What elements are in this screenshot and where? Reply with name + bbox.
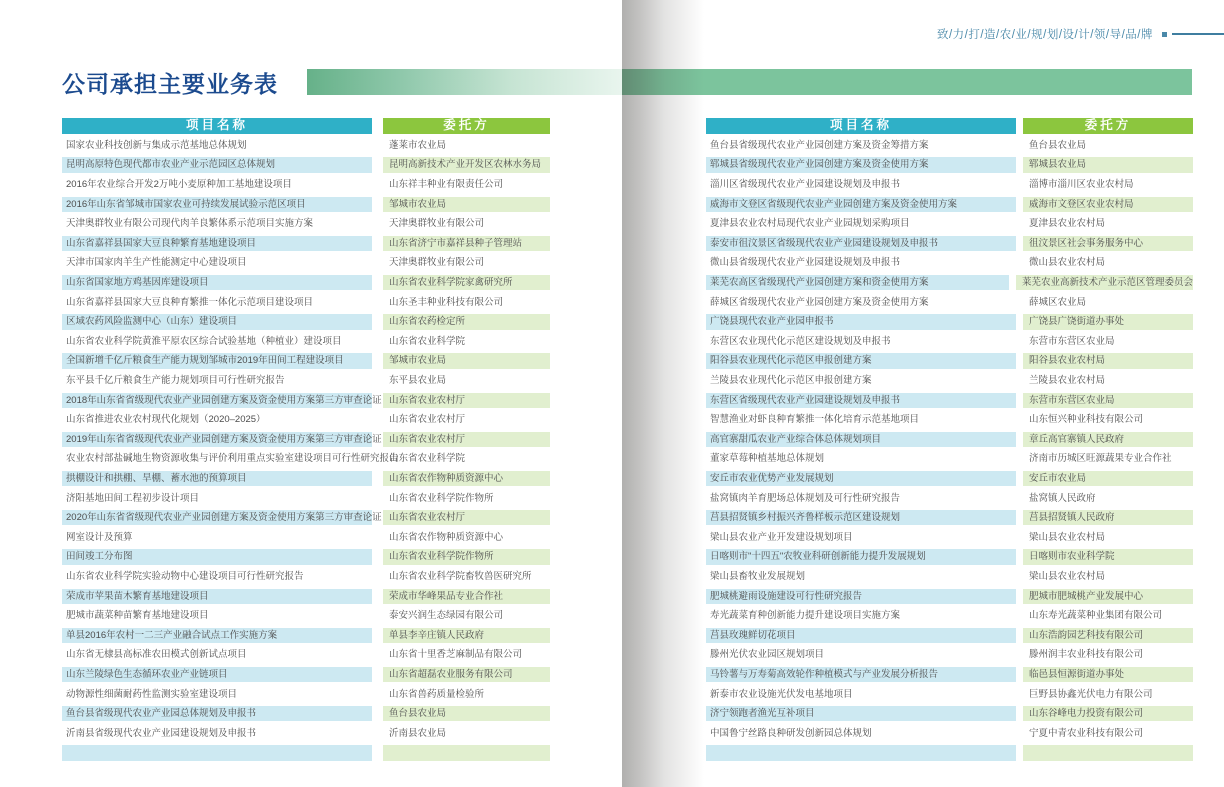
table-row — [706, 393, 1193, 408]
project-cell: 夏津县农业农村局现代农业产业园规划采购项目 — [710, 218, 910, 230]
client-cell: 山东省超磊农业服务有限公司 — [383, 667, 550, 682]
column-gap — [1016, 197, 1023, 212]
client-cell: 淄博市淄川区农业农村局 — [1029, 179, 1134, 191]
column-gap — [1016, 138, 1023, 153]
project-cell: 莱芜农高区省级现代产业园创建方案和资金使用方案 — [706, 275, 1009, 290]
project-name-header: 项目名称 — [62, 118, 372, 134]
table-row — [62, 706, 550, 721]
table-row — [62, 432, 550, 447]
client-cell: 山东省农业农村厅 — [383, 510, 550, 525]
table-row — [62, 393, 550, 408]
table-row — [706, 647, 1193, 662]
column-gap — [372, 432, 383, 447]
table-row — [706, 706, 1193, 721]
client-cell: 山东省农业农村厅 — [383, 432, 550, 447]
column-gap — [1016, 589, 1023, 604]
project-cell: 滕州光伏农业园区规划项目 — [710, 649, 825, 661]
table-row — [62, 491, 550, 506]
project-cell: 盐窝镇肉羊育肥场总体规划及可行性研究报告 — [710, 492, 901, 504]
client-cell: 梁山县农业农村局 — [1029, 531, 1106, 543]
client-cell: 天津奥群牧业有限公司 — [389, 257, 485, 269]
client-cell: 威海市文登区农业农村局 — [1023, 197, 1193, 212]
table-row — [706, 667, 1193, 682]
client-cell: 鱼台县农业局 — [1029, 139, 1087, 151]
column-gap — [372, 451, 383, 466]
column-gap — [372, 471, 383, 486]
table-row — [706, 432, 1193, 447]
client-cell: 山东省农作物种质资源中心 — [389, 531, 504, 543]
column-gap — [1016, 255, 1023, 270]
column-gap — [372, 412, 383, 427]
client-cell: 薛城区农业局 — [1029, 296, 1087, 308]
page-fold-shadow — [622, 0, 704, 787]
client-cell — [1023, 745, 1193, 760]
client-cell: 邹城市农业局 — [383, 197, 550, 212]
column-gap — [1016, 628, 1023, 643]
table-row — [706, 197, 1193, 212]
client-cell: 沂南县农业局 — [389, 727, 447, 739]
column-gap — [1016, 334, 1023, 349]
project-cell: 拱棚设计和拱棚、旱棚、蓄水池的预算项目 — [62, 471, 372, 486]
client-cell: 东营市东营区农业局 — [1023, 393, 1193, 408]
table-row — [706, 275, 1193, 290]
client-cell — [383, 745, 550, 760]
project-cell: 农业农村部盐碱地生物资源收集与评价利用重点实验室建设项目可行性研究报告 — [66, 453, 399, 465]
project-cell: 东营区农业现代化示范区建设规划及申报书 — [710, 335, 891, 347]
client-cell: 山东浩韵园艺科技有限公司 — [1023, 628, 1193, 643]
table-row — [62, 353, 550, 368]
project-cell: 寿光蔬菜育种创新能力提升建设项目实施方案 — [710, 610, 901, 622]
column-gap — [372, 549, 383, 564]
title-accent-bar-right — [622, 69, 1192, 95]
client-cell: 山东谷峰电力投资有限公司 — [1023, 706, 1193, 721]
table-row — [62, 608, 550, 623]
client-cell: 山东省农业科学院 — [389, 453, 466, 465]
client-cell: 东平县农业局 — [389, 375, 447, 387]
table-row — [706, 216, 1193, 231]
project-cell: 东营区省级现代农业产业园建设规划及申报书 — [706, 393, 1016, 408]
table-row — [62, 295, 550, 310]
project-cell: 山东省国家地方鸡基因库建设项目 — [62, 275, 372, 290]
client-cell: 广饶县广饶街道办事处 — [1023, 314, 1193, 329]
client-cell: 兰陵县农业农村局 — [1029, 375, 1106, 387]
table-row — [706, 530, 1193, 545]
tagline-text: 致/力/打/造/农/业/规/划/设/计/领/导/品/牌 — [936, 29, 1153, 41]
project-cell: 东平县千亿斤粮食生产能力规划项目可行性研究报告 — [66, 375, 285, 387]
project-cell: 山东省推进农业农村现代化规划（2020–2025） — [66, 414, 266, 426]
project-cell: 肥城市蔬菜种苗繁育基地建设项目 — [66, 610, 209, 622]
table-row — [706, 255, 1193, 270]
table-row — [706, 687, 1193, 702]
project-cell: 中国鲁宁丝路良种研发创新园总体规划 — [710, 727, 872, 739]
client-cell: 邹城市农业局 — [383, 353, 550, 368]
client-cell: 山东省农业科学院畜牧兽医研究所 — [389, 570, 532, 582]
table-row — [706, 177, 1193, 192]
client-cell: 山东省农业科学院作物所 — [383, 549, 550, 564]
column-gap — [1016, 569, 1023, 584]
table-row — [706, 236, 1193, 251]
column-gap — [1016, 687, 1023, 702]
table-row — [62, 530, 550, 545]
column-gap — [1016, 177, 1023, 192]
column-gap — [1016, 216, 1023, 231]
project-cell: 鱼台县省级现代农业产业园总体规划及申报书 — [62, 706, 372, 721]
column-gap — [372, 216, 383, 231]
project-cell: 山东省农业科学院黄淮平原农区综合试验基地（种植业）建设项目 — [66, 335, 342, 347]
table-row — [62, 726, 550, 741]
client-cell: 山东省农业农村厅 — [389, 414, 466, 426]
column-gap — [1009, 275, 1016, 290]
column-gap — [372, 608, 383, 623]
business-table-left — [62, 118, 550, 765]
client-cell: 山东寿光蔬菜种业集团有限公司 — [1029, 610, 1163, 622]
column-gap — [372, 118, 383, 134]
column-gap — [1016, 157, 1023, 172]
column-gap — [372, 138, 383, 153]
project-cell — [62, 745, 372, 760]
column-gap — [372, 373, 383, 388]
project-cell: 2020年山东省省级现代农业产业园创建方案及资金使用方案第三方审查论证 — [62, 510, 372, 525]
table-row — [62, 628, 550, 643]
client-cell: 日喀则市农业科学院 — [1023, 549, 1193, 564]
client-cell: 昆明高新技术产业开发区农林水务局 — [383, 157, 550, 172]
client-cell: 山东省农业科学院家禽研究所 — [383, 275, 550, 290]
table-row — [62, 216, 550, 231]
column-gap — [1016, 314, 1023, 329]
table-row — [706, 569, 1193, 584]
client-cell: 安丘市农业局 — [1023, 471, 1193, 486]
tagline-square-icon — [1162, 32, 1167, 37]
column-gap — [372, 491, 383, 506]
project-cell: 马铃薯与万寿菊高效轮作种植模式与产业发展分析报告 — [706, 667, 1016, 682]
table-row — [706, 589, 1193, 604]
client-cell: 莱芜农业高新技术产业示范区管理委员会 — [1016, 275, 1193, 290]
column-gap — [1016, 530, 1023, 545]
column-gap — [372, 628, 383, 643]
client-cell: 山东祥丰种业有限责任公司 — [389, 179, 504, 191]
table-row — [706, 628, 1193, 643]
project-cell: 山东省无棣县高标准农田模式创新试点项目 — [66, 649, 247, 661]
table-header-row — [706, 118, 1193, 134]
column-gap — [1016, 432, 1023, 447]
column-gap — [1016, 236, 1023, 251]
column-gap — [1016, 745, 1023, 760]
project-cell: 2019年山东省省级现代农业产业园创建方案及资金使用方案第三方审查论证 — [62, 432, 372, 447]
project-cell: 山东省嘉祥县国家大豆良种育繁推一体化示范项目建设项目 — [66, 296, 314, 308]
column-gap — [372, 589, 383, 604]
client-cell: 山东省济宁市嘉祥县种子管理站 — [383, 236, 550, 251]
column-gap — [372, 314, 383, 329]
project-cell: 济宁领跑者渔光互补项目 — [706, 706, 1016, 721]
client-cell: 肥城市肥城桃产业发展中心 — [1023, 589, 1193, 604]
project-cell: 2018年山东省省级现代农业产业园创建方案及资金使用方案第三方审查论证 — [62, 393, 372, 408]
table-row — [706, 471, 1193, 486]
project-cell: 动物源性细菌耐药性监测实验室建设项目 — [66, 688, 238, 700]
tagline-rule — [1172, 33, 1224, 35]
column-gap — [372, 353, 383, 368]
column-gap — [372, 687, 383, 702]
project-cell: 区域农药风险监测中心（山东）建设项目 — [62, 314, 372, 329]
client-cell: 泰安兴润生态绿园有限公司 — [389, 610, 504, 622]
table-row — [706, 314, 1193, 329]
column-gap — [372, 275, 383, 290]
project-cell: 荣成市苹果苗木繁育基地建设项目 — [62, 589, 372, 604]
column-gap — [1016, 667, 1023, 682]
client-cell: 鱼台县农业局 — [383, 706, 550, 721]
project-cell: 全国新增千亿斤粮食生产能力规划邹城市2019年田间工程建设项目 — [62, 353, 372, 368]
table-row — [62, 334, 550, 349]
client-cell: 山东恒兴种业科技有限公司 — [1029, 414, 1144, 426]
client-cell: 济南市历城区旺源蔬果专业合作社 — [1029, 453, 1172, 465]
project-cell: 梁山县畜牧业发展规划 — [710, 570, 806, 582]
project-cell: 国家农业科技创新与集成示范基地总体规划 — [66, 139, 247, 151]
table-row — [62, 197, 550, 212]
client-cell: 单县李辛庄镇人民政府 — [383, 628, 550, 643]
table-row — [706, 412, 1193, 427]
table-row — [62, 255, 550, 270]
project-cell: 肥城桃避雨设施建设可行性研究报告 — [706, 589, 1016, 604]
column-gap — [1016, 549, 1023, 564]
project-cell: 阳谷县农业现代化示范区申报创建方案 — [706, 353, 1016, 368]
client-cell: 山东省农业科学院作物所 — [389, 492, 494, 504]
column-gap — [372, 745, 383, 760]
project-cell: 济阳基地田间工程初步设计项目 — [66, 492, 200, 504]
project-cell: 天津市国家肉羊生产性能测定中心建设项目 — [66, 257, 247, 269]
project-cell: 山东兰陵绿色生态循环农业产业链项目 — [62, 667, 372, 682]
client-cell: 山东省兽药质量检验所 — [389, 688, 485, 700]
table-row — [706, 138, 1193, 153]
project-cell: 高官寨甜瓜农业产业综合体总体规划项目 — [706, 432, 1016, 447]
project-cell: 昆明高原特色现代都市农业产业示范园区总体规划 — [62, 157, 372, 172]
project-cell: 日喀则市"十四五"农牧业科研创新能力提升发展规划 — [706, 549, 1016, 564]
column-gap — [372, 197, 383, 212]
client-cell: 巨野县协鑫光伏电力有限公司 — [1029, 688, 1153, 700]
table-row — [62, 569, 550, 584]
column-gap — [1016, 353, 1023, 368]
project-cell: 2016年农业综合开发2万吨小麦原种加工基地建设项目 — [66, 179, 292, 191]
project-cell: 薛城区省级现代农业产业园创建方案及资金使用方案 — [710, 296, 929, 308]
table-row — [706, 491, 1193, 506]
project-cell: 沂南县省级现代农业产业园建设规划及申报书 — [66, 727, 257, 739]
client-cell: 山东省农业科学院 — [389, 335, 466, 347]
table-row — [706, 157, 1193, 172]
client-cell: 阳谷县农业农村局 — [1023, 353, 1193, 368]
table-row — [62, 157, 550, 172]
project-cell: 广饶县现代农业产业园申报书 — [706, 314, 1016, 329]
client-header: 委托方 — [1023, 118, 1193, 134]
client-header: 委托方 — [383, 118, 550, 134]
table-row — [62, 314, 550, 329]
client-cell: 郓城县农业局 — [1023, 157, 1193, 172]
column-gap — [1016, 608, 1023, 623]
table-row — [706, 510, 1193, 525]
project-cell: 单县2016年农村一二三产业融合试点工作实施方案 — [62, 628, 372, 643]
client-cell: 徂汶景区社会事务服务中心 — [1023, 236, 1193, 251]
project-cell: 兰陵县农业现代化示范区申报创建方案 — [710, 375, 872, 387]
table-row — [62, 275, 550, 290]
client-cell: 临邑县恒源街道办事处 — [1023, 667, 1193, 682]
table-row — [62, 471, 550, 486]
page-title: 公司承担主要业务表 — [62, 71, 278, 97]
project-cell: 莒县招贤镇乡村振兴齐鲁样板示范区建设规划 — [706, 510, 1016, 525]
client-cell: 莒县招贤镇人民政府 — [1023, 510, 1193, 525]
table-row — [62, 647, 550, 662]
table-header-row — [62, 118, 550, 134]
client-cell: 东营市东营区农业局 — [1029, 335, 1115, 347]
project-cell: 泰安市徂汶景区省级现代农业产业园建设规划及申报书 — [706, 236, 1016, 251]
client-cell: 夏津县农业农村局 — [1029, 218, 1106, 230]
table-row — [62, 589, 550, 604]
table-row — [62, 687, 550, 702]
table-row — [706, 353, 1193, 368]
client-cell: 山东省农作物种质资源中心 — [383, 471, 550, 486]
column-gap — [372, 510, 383, 525]
project-cell: 田间竣工分布图 — [62, 549, 372, 564]
project-cell: 鱼台县省级现代农业产业园创建方案及资金筹措方案 — [710, 139, 929, 151]
table-row — [62, 236, 550, 251]
column-gap — [1016, 412, 1023, 427]
table-row — [706, 373, 1193, 388]
client-cell: 蓬莱市农业局 — [389, 139, 447, 151]
column-gap — [372, 667, 383, 682]
column-gap — [1016, 706, 1023, 721]
table-row — [62, 138, 550, 153]
column-gap — [1016, 726, 1023, 741]
column-gap — [1016, 647, 1023, 662]
client-cell: 宁夏中青农业科技有限公司 — [1029, 727, 1144, 739]
table-row — [706, 608, 1193, 623]
table-row — [706, 451, 1193, 466]
project-cell: 山东省嘉祥县国家大豆良种繁育基地建设项目 — [62, 236, 372, 251]
project-cell: 梁山县农业产业开发建设规划项目 — [710, 531, 853, 543]
column-gap — [372, 647, 383, 662]
table-row — [62, 667, 550, 682]
table-row — [62, 373, 550, 388]
column-gap — [1016, 295, 1023, 310]
client-cell: 山东省农业农村厅 — [383, 393, 550, 408]
table-row — [62, 451, 550, 466]
project-cell: 威海市文登区省级现代农业产业园创建方案及资金使用方案 — [706, 197, 1016, 212]
project-cell: 网室设计及预算 — [66, 531, 133, 543]
table-row — [706, 295, 1193, 310]
project-cell: 郓城县省级现代农业产业园创建方案及资金使用方案 — [706, 157, 1016, 172]
column-gap — [372, 530, 383, 545]
column-gap — [372, 295, 383, 310]
column-gap — [372, 569, 383, 584]
table-row — [706, 745, 1193, 760]
project-cell: 莒县玫瑰鲜切花项目 — [706, 628, 1016, 643]
column-gap — [1016, 451, 1023, 466]
table-row — [62, 177, 550, 192]
column-gap — [372, 157, 383, 172]
tagline-block — [937, 26, 1224, 42]
business-table-right — [706, 118, 1193, 765]
project-cell: 天津奥群牧业有限公司现代肉羊良繁体系示范项目实施方案 — [66, 218, 314, 230]
table-row — [62, 412, 550, 427]
column-gap — [372, 726, 383, 741]
table-row — [62, 510, 550, 525]
table-row — [62, 549, 550, 564]
project-name-header: 项目名称 — [706, 118, 1016, 134]
column-gap — [1016, 393, 1023, 408]
project-cell: 2016年山东省邹城市国家农业可持续发展试验示范区项目 — [62, 197, 372, 212]
project-cell: 董家草莓种植基地总体规划 — [710, 453, 825, 465]
column-gap — [1016, 491, 1023, 506]
project-cell: 安丘市农业优势产业发展规划 — [706, 471, 1016, 486]
project-cell: 智慧渔业对虾良种育繁推一体化培育示范基地项目 — [710, 414, 920, 426]
title-accent-bar-left — [307, 69, 622, 95]
table-row — [706, 334, 1193, 349]
column-gap — [1016, 118, 1023, 134]
column-gap — [372, 706, 383, 721]
client-cell: 山东省农药检定所 — [383, 314, 550, 329]
column-gap — [1016, 471, 1023, 486]
project-cell: 淄川区省级现代农业产业园建设规划及申报书 — [710, 179, 901, 191]
client-cell: 滕州润丰农业科技有限公司 — [1029, 649, 1144, 661]
column-gap — [372, 334, 383, 349]
table-row — [62, 745, 550, 760]
client-cell: 荣成市华峰果品专业合作社 — [383, 589, 550, 604]
table-row — [706, 726, 1193, 741]
column-gap — [372, 255, 383, 270]
client-cell: 天津奥群牧业有限公司 — [389, 218, 485, 230]
client-cell: 微山县农业农村局 — [1029, 257, 1106, 269]
column-gap — [1016, 373, 1023, 388]
client-cell: 章丘高官寨镇人民政府 — [1023, 432, 1193, 447]
client-cell: 山东圣丰种业科技有限公司 — [389, 296, 504, 308]
client-cell: 山东省十里香芝麻制品有限公司 — [389, 649, 523, 661]
project-cell — [706, 745, 1016, 760]
client-cell: 盐窝镇人民政府 — [1029, 492, 1096, 504]
column-gap — [372, 236, 383, 251]
column-gap — [1016, 510, 1023, 525]
project-cell: 新泰市农业设施光伏发电基地项目 — [710, 688, 853, 700]
client-cell: 梁山县农业农村局 — [1029, 570, 1106, 582]
project-cell: 山东省农业科学院实验动物中心建设项目可行性研究报告 — [66, 570, 304, 582]
column-gap — [372, 177, 383, 192]
project-cell: 微山县省级现代农业产业园建设规划及申报书 — [710, 257, 901, 269]
column-gap — [372, 393, 383, 408]
table-row — [706, 549, 1193, 564]
